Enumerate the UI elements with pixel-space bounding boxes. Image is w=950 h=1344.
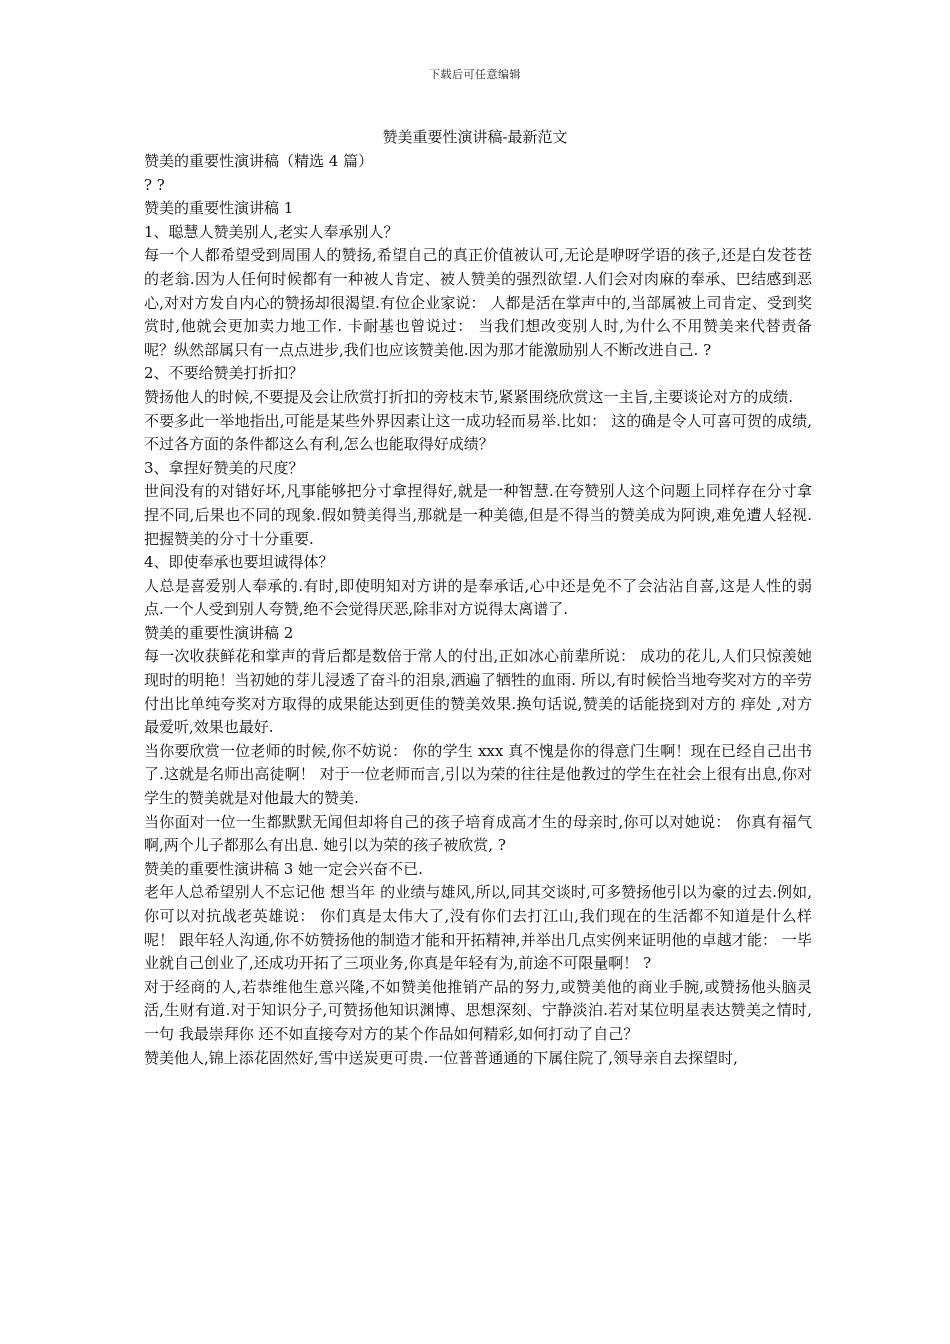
section-heading-3: 赞美的重要性演讲稿 3 她一定会兴奋不已. [144, 859, 423, 878]
body-paragraph: 老年人总希望别人不忘记他 想当年 的业绩与雄风,所以,同其交谈时,可多赞扬他引以为豪的过去.例如,你可以对抗战老英雄说： 你们真是太伟大了,没有你们去打江山,我们现在的生活都不知道是什么样呢！ 跟年轻人沟通,你不妨赞扬他的制造才能和开拓精神,并举出几点实例来证明他的卓越才能： 一毕业就自己创业了,还成功开拓了三项业务,你真是年轻有为,前途不可限量啊！ ? [144, 883, 812, 973]
body-paragraph: 每一个人都希望受到周围人的赞扬,希望自己的真正价值被认可,无论是咿呀学语的孩子,还是白发苍苍的老翁.因为人任何时候都有一种被人肯定、被人赞美的强烈欲望.人们会对肉麻的奉承、巴结感到恶心,对对方发自内心的赞扬却很渴望.有位企业家说： 人都是活在掌声中的,当部属被上司肯定、受到奖赏时,他就会更加卖力地工作. 卡耐基也曾说过： 当我们想改变别人时,为什么不用赞美来代替责备呢？纵然部属只有一点点进步,我们也应该赞美他.因为那才能激励别人不断改进自己. ? [144, 246, 812, 359]
body-paragraph: 当你面对一位一生都默默无闻但却将自己的孩子培育成高才生的母亲时,你可以对她说： 你真有福气啊,两个儿子都那么有出息. 她引以为荣的孩子被欣赏, ? [144, 812, 812, 855]
document-title: 赞美重要性演讲稿-最新范文 [382, 128, 568, 146]
body-paragraph: 当你要欣赏一位老师的时候,你不妨说： 你的学生 xxx 真不愧是你的得意门生啊！现在已经自己出书了.这就是名师出高徒啊！ 对于一位老师而言,引以为荣的往往是他教过的学生在社会上很有出息,你对学生的赞美就是对他最大的赞美. [144, 741, 812, 808]
body-paragraph: 赞扬他人的时候,不要提及会让欣赏打折扣的旁枝末节,紧紧围绕欣赏这一主旨,主要谈论对方的成绩. [144, 387, 794, 406]
section-heading-1: 赞美的重要性演讲稿 1 [144, 199, 294, 218]
section-heading-2: 赞美的重要性演讲稿 2 [144, 623, 294, 642]
body-paragraph: 对于经商的人,若恭维他生意兴隆,不如赞美他推销产品的努力,或赞美他的商业手腕,或赞扬他头脑灵活,生财有道.对于知识分子,可赞扬他知识渊博、思想深刻、宁静淡泊.若对某位明星表达赞美之情时,一句 我最崇拜你 还不如直接夸对方的某个作品如何精彩,如何打动了自己？ [144, 977, 812, 1043]
header-note: 下载后可任意编辑 [429, 68, 521, 81]
placeholder-marks: ? ? [144, 175, 165, 194]
body-paragraph: 每一次收获鲜花和掌声的背后都是数倍于常人的付出,正如冰心前辈所说： 成功的花儿,人们只惊羡她现时的明艳！当初她的芽儿浸透了奋斗的泪泉,洒遍了牺牲的血雨. 所以,有时候恰当地夸奖对方的辛劳付出比单纯夸奖对方取得的成果能达到更佳的赞美效果.换句话说,赞美的话能挠到对方的 痒处 ,对方最爱听,效果也最好. [144, 647, 812, 737]
point-heading-2: 2、不要给赞美打折扣？ [144, 364, 304, 383]
point-heading-3: 3、拿捏好赞美的尺度？ [144, 458, 304, 477]
subtitle-line: 赞美的重要性演讲稿（精选 4 篇） [144, 152, 374, 170]
body-paragraph: 赞美他人,锦上添花固然好,雪中送炭更可贵.一位普普通通的下属住院了,领导亲自去探望时, [144, 1048, 738, 1067]
document-body [144, 150, 812, 1070]
body-paragraph: 世间没有的对错好坏,凡事能够把分寸拿捏得好,就是一种智慧.在夸赞别人这个问题上同样存在分寸拿捏不同,后果也不同的现象.假如赞美得当,那就是一种美德,但是不得当的赞美成为阿谀,难免遭人轻视.把握赞美的分寸十分重要. [144, 482, 812, 548]
body-paragraph: 人总是喜爱别人奉承的.有时,即使明知对方讲的是奉承话,心中还是免不了会沾沾自喜,这是人性的弱点.一个人受到别人夸赞,绝不会觉得厌恶,除非对方说得太离谱了. [144, 576, 812, 619]
point-heading-4: 4、即使奉承也要坦诚得体？ [144, 553, 334, 572]
point-heading-1: 1、聪慧人赞美别人,老实人奉承别人？ [144, 222, 399, 241]
body-paragraph: 不要多此一举地指出,可能是某些外界因素让这一成功轻而易举.比如： 这的确是令人可喜可贺的成绩,不过各方面的条件都这么有利,怎么也能取得好成绩？ [144, 411, 812, 454]
